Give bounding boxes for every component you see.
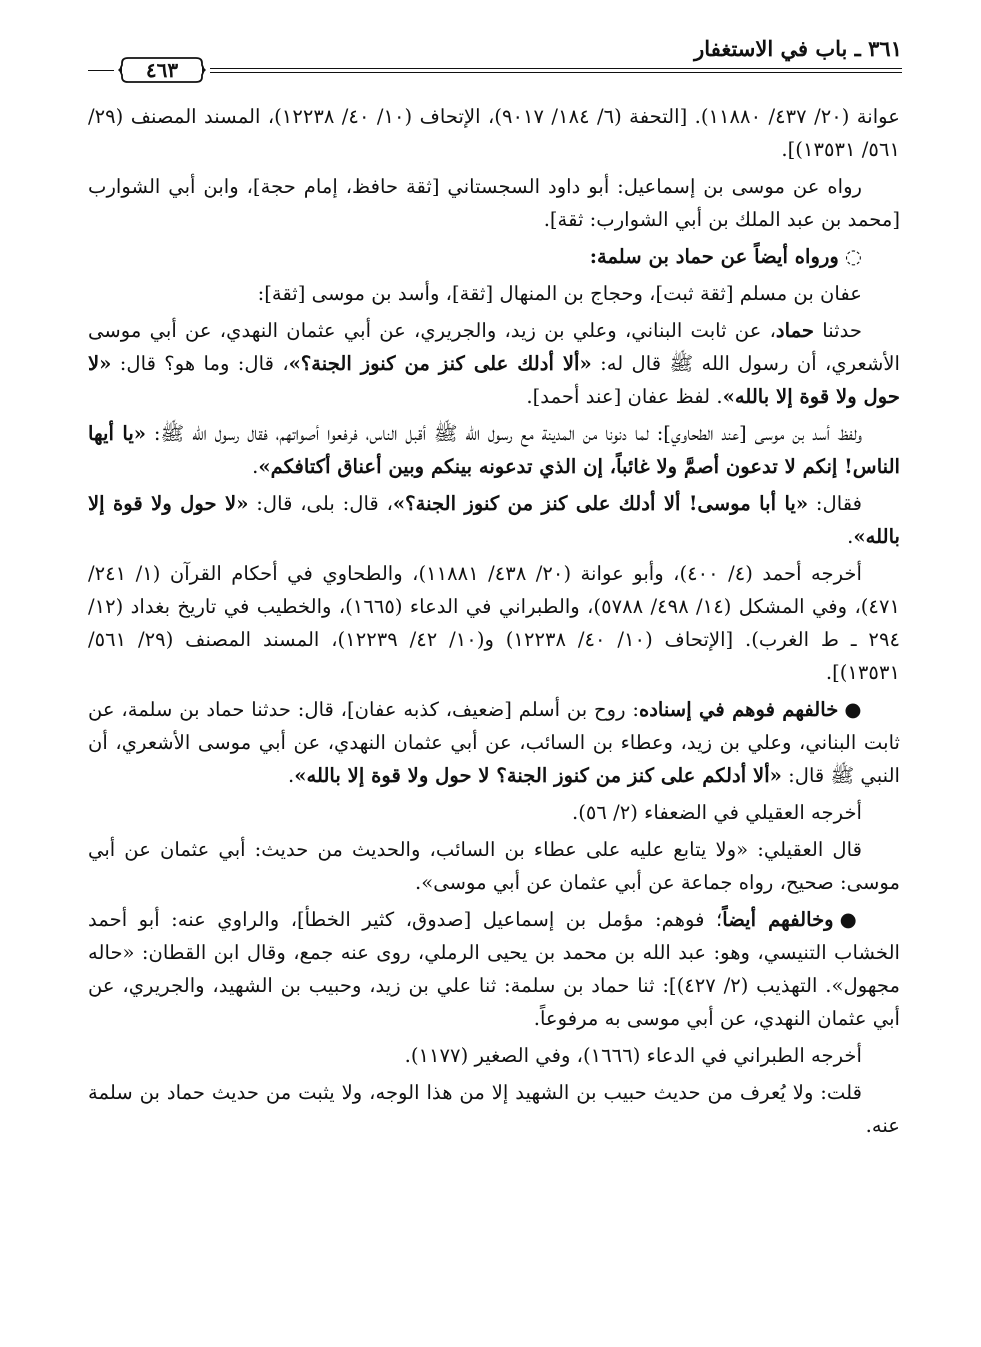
text-segment: . [287, 764, 295, 787]
paragraph [88, 240, 900, 273]
header-rule-short [88, 70, 114, 71]
header-rule [210, 68, 902, 69]
emphasized-text: «يا أبا موسى! ألا أدلك على كنز من كنوز الجنة؟» [392, 492, 809, 515]
text-segment: ، عن ثابت البناني، وعلي بن زيد، والجريري، عن أبي عثمان النهدي، عن أبي موسى الأشعري، أن رسول الله ﷺ قال له: [88, 319, 900, 375]
text-segment: عوانة (٢٠/ ٤٣٧/ ١١٨٨٠). [التحفة (٦/ ١٨٤/ ٩٠١٧)، الإتحاف (١٠/ ٤٠/ ١٢٢٣٨)، المسند المصنف (٢٩/ ٥٦١/ ١٣٥٣١)]. [88, 105, 900, 161]
emphasized-text: «ألا أدلك على كنز من كنوز الجنة؟» [288, 352, 592, 375]
paragraph [88, 557, 900, 689]
text-segment: أخرجه الطبراني في الدعاء (١٦٦٦)، وفي الصغير (١١٧٧). [404, 1044, 862, 1067]
emphasized-text: ورواه أيضاً عن حماد بن سلمة: [589, 245, 839, 268]
emphasized-text: وخالفهم أيضاً [722, 908, 834, 931]
emphasized-text: حماد [775, 319, 815, 342]
paragraph [88, 100, 900, 166]
text-segment: . لفظ عفان [عند أحمد]. [526, 385, 723, 408]
text-segment: ، قال: وما هو؟ قال: [111, 352, 289, 375]
paragraph [88, 1039, 900, 1072]
text-segment: ولفظ أسد بن موسى [عند الطحاوي]: لما دنونا من المدينة مع رسول الله ﷺ أقبل الناس، فرفعوا أصواتهم، فقال رسول الله ﷺ: [146, 422, 862, 445]
page-number-badge [118, 55, 206, 85]
paragraph [88, 314, 900, 413]
emphasized-text: «يا أيها الناس! إنكم لا تدعون أصمَّ ولا غائباً، إن الذي تدعونه بينكم وبين أعناق أكتافكم» [88, 422, 900, 478]
paragraph [88, 833, 900, 899]
text-segment: . [847, 525, 854, 548]
emphasized-text: «ألا أدلكم على كنز من كنوز الجنة؟ لا حول ولا قوة إلا بالله» [294, 764, 782, 787]
text-segment: أخرجه العقيلي في الضعفاء (٢/ ٥٦). [571, 801, 862, 824]
text-segment: : روح بن أسلم [ضعيف، كذبه عفان]، قال: حدثنا حماد بن سلمة، عن ثابت البناني، وعلي بن زيد، وعطاء بن السائب، عن أبي عثمان النهدي، عن أبي موسى الأشعري، أن النبي ﷺ قال: [88, 698, 900, 787]
paragraph [88, 903, 900, 1035]
header-rule [210, 72, 902, 73]
text-segment: رواه عن موسى بن إسماعيل: أبو داود السجستاني [ثقة حافظ، إمام حجة]، وابن أبي الشوارب [محمد بن عبد الملك بن أبي الشوارب: ثقة]. [88, 175, 900, 231]
emphasized-text: «لا حول ولا قوة إلا بالله» [88, 492, 900, 548]
text-segment: فقال: [808, 492, 863, 515]
paragraph [88, 417, 900, 483]
text-segment: قال العقيلي: «ولا يتابع عليه على عطاء بن السائب، والحديث من حديث: أبي عثمان عن أبي موسى: صحيح، رواه جماعة عن أبي عثمان عن أبي موسى». [88, 838, 900, 894]
running-title: ٣٦١ ـ باب في الاستغفار [694, 36, 902, 61]
bullet-icon: ◌ [844, 245, 862, 268]
bullet-icon: ● [844, 698, 862, 721]
paragraph [88, 1076, 900, 1142]
text-segment: . [252, 455, 259, 478]
text-segment: ، قال: بلى، قال: [248, 492, 393, 515]
text-segment: قلت: ولا يُعرف من حديث حبيب بن الشهيد إلا من هذا الوجه، ولا يثبت من حديث حماد بن سلمة عنه. [88, 1081, 900, 1137]
paragraph [88, 487, 900, 553]
text-segment: أخرجه أحمد (٤/ ٤٠٠)، وأبو عوانة (٢٠/ ٤٣٨/ ١١٨٨١)، والطحاوي في أحكام القرآن (١/ ٢٤١/ ٤٧١)، وفي المشكل (١٤/ ٤٩٨/ ٥٧٨٨)، والطبراني في الدعاء (١٦٦٥)، والخطيب في تاريخ بغداد (١٢/ ٢٩٤ ـ ط الغرب). [الإتحاف (١٠/ ٤٠/ ١٢٢٣٨) و(١٠/ ٤٢/ ١٢٢٣٩)، المسند المصنف (٢٩/ ٥٦١/ ١٣٥٣١)]. [88, 562, 900, 684]
text-segment: ؛ فوهم: مؤمل بن إسماعيل [صدوق، كثير الخطأ]، والراوي عنه: أبو أحمد الخشاب التنيسي، وهو: عبد الله بن محمد بن يحيى الرملي، روى عنه جمع، وقال ابن القطان: «حاله مجهول». التهذيب (٢/ ٤٢٧)]: ثنا حماد بن سلمة: ثنا علي بن زيد، وحبيب بن الشهيد، والجريري، عن أبي عثمان النهدي، عن أبي موسى به مرفوعاً. [88, 908, 900, 1030]
page-number: ٤٦٣ [145, 58, 179, 82]
main-text [88, 100, 900, 1142]
emphasized-text: خالفهم فوهم في إسناده [638, 698, 839, 721]
paragraph [88, 277, 900, 310]
text-segment: عفان بن مسلم [ثقة ثبت]، وحجاج بن المنهال [ثقة]، وأسد بن موسى [ثقة]: [257, 282, 862, 305]
page-header [88, 30, 902, 90]
paragraph [88, 796, 900, 829]
paragraph [88, 693, 900, 792]
bullet-icon: ● [839, 908, 862, 931]
paragraph [88, 170, 900, 236]
emphasized-text: «لا حول ولا قوة إلا بالله» [88, 352, 900, 408]
text-segment: حدثنا [814, 319, 862, 342]
